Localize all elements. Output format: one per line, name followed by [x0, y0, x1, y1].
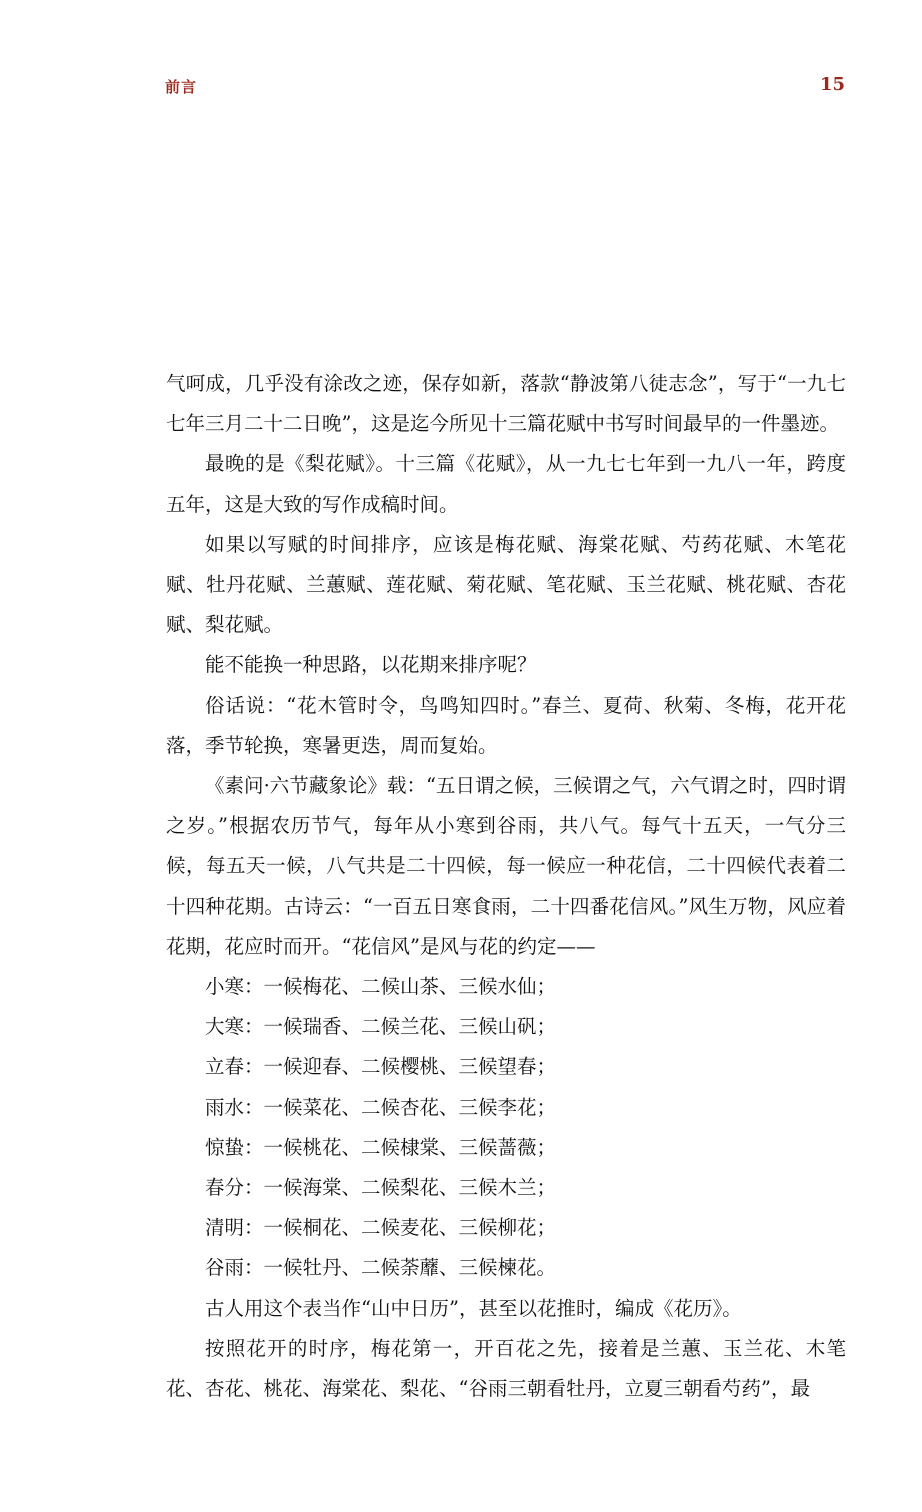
list-item: 谷雨：一候牡丹、二候荼蘼、三候楝花。: [205, 1256, 557, 1280]
paragraph: 古人用这个表当作“山中日历”，甚至以花推时，编成《花历》。: [205, 1296, 742, 1320]
list-item: 清明：一候桐花、二候麦花、三候柳花；: [205, 1216, 557, 1240]
paragraph: 俗话说：“花木管时令，鸟鸣知四时。”春兰、夏荷、秋菊、冬梅，花开花落，季节轮换，寒暑更迭，周而复始。: [166, 693, 846, 757]
list-item: 立春：一候迎春、二候樱桃、三候望春；: [205, 1055, 557, 1079]
paragraph: 按照花开的时序，梅花第一，开百花之先，接着是兰蕙、玉兰花、木笔花、杏花、桃花、海棠花、梨花、“谷雨三朝看牡丹，立夏三朝看芍药”，最: [166, 1336, 846, 1401]
list-item: 大寒：一候瑞香、二候兰花、三候山矾；: [205, 1015, 557, 1039]
running-header: [165, 74, 845, 100]
paragraph: 最晚的是《梨花赋》。十三篇《花赋》，从一九七七年到一九八一年，跨度五年，这是大致的写作成稿时间。: [166, 452, 846, 516]
list-item: 惊蛰：一候桃花、二候棣棠、三候蔷薇；: [205, 1135, 557, 1159]
body-text: [166, 364, 846, 1409]
list-item: 雨水：一候菜花、二候杏花、三候李花；: [205, 1095, 557, 1119]
paragraph: 《素问·六节藏象论》载：“五日谓之候，三候谓之气，六气谓之时，四时谓之岁。”根据农历节气，每年从小寒到谷雨，共八气。每气十五天，一气分三候，每五天一候，八气共是二十四候，每一候应一种花信，二十四候代表着二十四种花期。古诗云：“一百五日寒食雨，二十四番花信风。”风生万物，风应着花期，花应时而开。“花信风”是风与花的约定——: [166, 774, 846, 958]
page-number: 15: [819, 74, 845, 95]
paragraph-continuation: 气呵成，几乎没有涂改之迹，保存如新，落款“静波第八徒志念”，写于“一九七七年三月二十二日晚”，这是迄今所见十三篇花赋中书写时间最早的一件墨迹。: [166, 372, 846, 436]
section-title: 前言: [165, 78, 198, 96]
list-item: 春分：一候海棠、二候梨花、三候木兰；: [205, 1176, 557, 1200]
paragraph: 如果以写赋的时间排序，应该是梅花赋、海棠花赋、芍药花赋、木笔花赋、牡丹花赋、兰蕙赋、莲花赋、菊花赋、笔花赋、玉兰花赋、桃花赋、杏花赋、梨花赋。: [166, 532, 846, 637]
list-item: 小寒：一候梅花、二候山茶、三候水仙；: [205, 975, 557, 999]
paragraph: 能不能换一种思路，以花期来排序呢？: [205, 653, 537, 677]
